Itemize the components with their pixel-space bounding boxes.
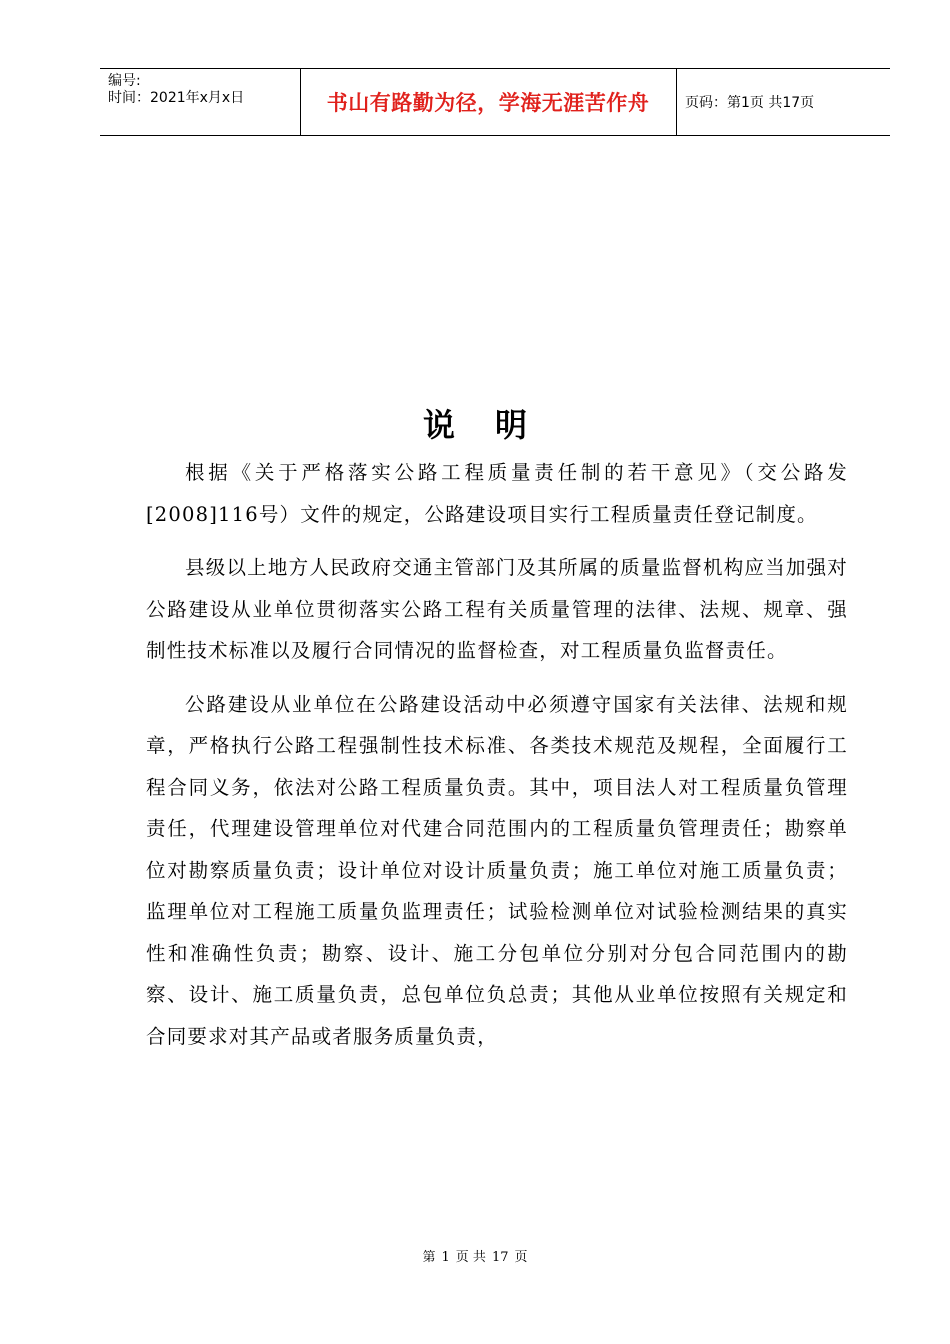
footer-suffix: 页 [514, 1250, 528, 1265]
footer-prefix: 第 [422, 1250, 436, 1265]
paragraph: 根据《关于严格落实公路工程质量责任制的若干意见》（交公路发[2008]116号）文件的规定，公路建设项目实行工程质量责任登记制度。 [146, 461, 848, 526]
footer-page-total: 17 [491, 1250, 509, 1265]
paragraph: 公路建设从业单位在公路建设活动中必须遵守国家有关法律、法规和规章，严格执行公路工程强制性技术标准、各类技术规范及规程，全面履行工程合同义务，依法对公路工程质量负责。其中，项目法人对工程质量负管理责任，代理建设管理单位对代建合同范围内的工程质量负管理责任；勘察单位对勘察质量负责；设计单位对设计质量负责；施工单位对施工质量负责；监理单位对工程施工质量负监理责任；试验检测单位对试验检测结果的真实性和准确性负责；勘察、设计、施工分包单位分别对分包合同范围内的勘察、设计、施工质量负责，总包单位负总责；其他从业单位按照有关规定和合同要求对其产品或者服务质量负责， [146, 692, 848, 1048]
footer-page-number: 1 [441, 1250, 450, 1265]
footer-mid: 页 共 [455, 1250, 486, 1265]
document-title: 说明 [422, 406, 567, 444]
page-footer [0, 1246, 950, 1265]
time-label: 时间：2021年x月x日 [108, 90, 245, 106]
header-meta [100, 69, 300, 135]
serial-label: 编号: [108, 73, 141, 89]
paragraph: 县级以上地方人民政府交通主管部门及其所属的质量监督机构应当加强对公路建设从业单位贯彻落实公路工程有关质量管理的法律、法规、规章、强制性技术标准以及履行合同情况的监督检查，对工程质量负监督责任。 [146, 556, 848, 662]
document-body [146, 452, 848, 1057]
header-page-info: 页码：第1页 共17页 [685, 95, 815, 111]
header-motto: 书山有路勤为径，学海无涯苦作舟 [326, 91, 650, 115]
header-table [100, 68, 890, 136]
